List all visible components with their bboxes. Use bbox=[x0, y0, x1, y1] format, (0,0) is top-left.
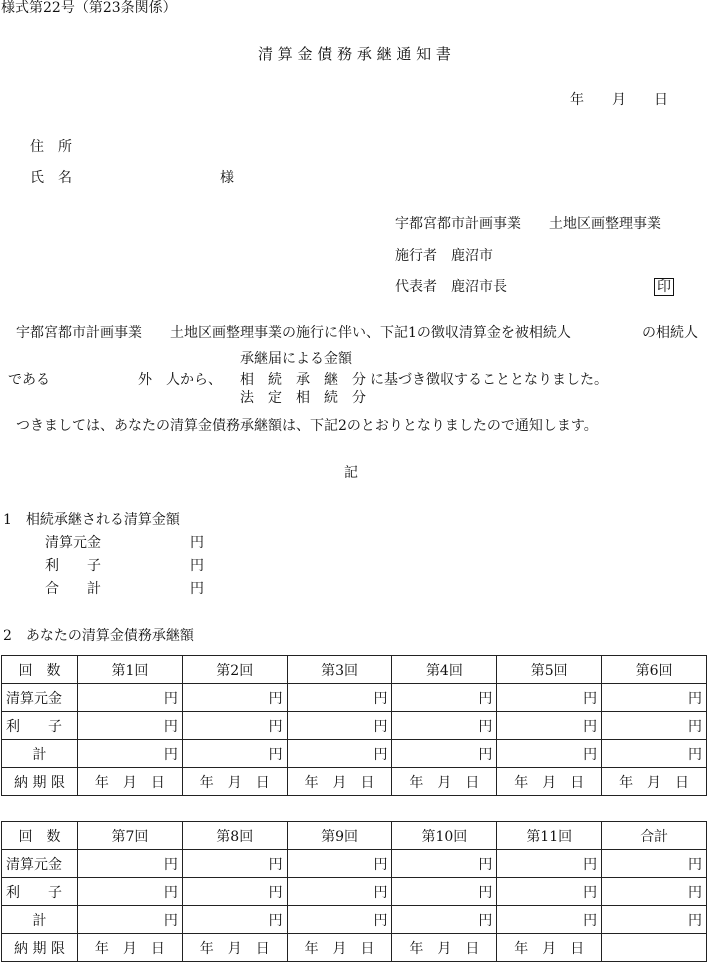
column-header: 第8回 bbox=[182, 822, 287, 850]
table-row bbox=[2, 934, 707, 962]
empty-cell bbox=[602, 934, 707, 962]
section1-total-label: 合 計 bbox=[45, 581, 101, 597]
row-label-count: 回 数 bbox=[2, 656, 78, 684]
amount-cell: 円 bbox=[182, 740, 287, 768]
amount-cell: 円 bbox=[497, 906, 602, 934]
body-line1-right: の相続人 bbox=[642, 325, 698, 341]
table-row bbox=[2, 684, 707, 712]
row-label-total: 計 bbox=[2, 740, 78, 768]
column-header: 第11回 bbox=[497, 822, 602, 850]
table-row bbox=[2, 740, 707, 768]
amount-cell: 円 bbox=[78, 906, 183, 934]
section1-principal-unit: 円 bbox=[190, 535, 204, 551]
date-cell: 年 月 日 bbox=[497, 768, 602, 796]
row-label-deadline: 納 期 限 bbox=[2, 768, 78, 796]
column-header: 第6回 bbox=[602, 656, 707, 684]
section1-principal-label: 清算元金 bbox=[45, 535, 101, 551]
seal-mark: 印 bbox=[654, 278, 674, 296]
name-label: 氏 名 bbox=[30, 170, 72, 186]
table-row bbox=[2, 822, 707, 850]
row-label-count: 回 数 bbox=[2, 822, 78, 850]
section1-interest-unit: 円 bbox=[190, 558, 204, 574]
issuer-project: 宇都宮都市計画事業 土地区画整理事業 bbox=[395, 216, 661, 232]
row-label-total: 計 bbox=[2, 906, 78, 934]
column-header: 第9回 bbox=[287, 822, 392, 850]
column-header: 第1回 bbox=[78, 656, 183, 684]
amount-cell: 円 bbox=[602, 740, 707, 768]
row-label-principal: 清算元金 bbox=[2, 684, 78, 712]
date-cell: 年 月 日 bbox=[78, 934, 183, 962]
amount-cell: 円 bbox=[182, 684, 287, 712]
document-title: 清 算 金 債 務 承 継 通 知 書 bbox=[258, 45, 451, 63]
column-header: 第3回 bbox=[287, 656, 392, 684]
section2-heading: 2 あなたの清算金債務承継額 bbox=[3, 628, 194, 644]
amount-cell: 円 bbox=[287, 712, 392, 740]
date-cell: 年 月 日 bbox=[287, 768, 392, 796]
issuer-representative: 代表者 鹿沼市長 bbox=[395, 279, 507, 295]
amount-cell: 円 bbox=[78, 684, 183, 712]
section1-heading: 1 相続承継される清算金額 bbox=[3, 512, 180, 528]
amount-cell: 円 bbox=[392, 878, 497, 906]
amount-cell: 円 bbox=[392, 712, 497, 740]
column-header: 合計 bbox=[602, 822, 707, 850]
date-cell: 年 月 日 bbox=[497, 934, 602, 962]
body-line2-mid: 外 人から、 bbox=[138, 372, 222, 388]
amount-cell: 円 bbox=[392, 906, 497, 934]
date-cell: 年 月 日 bbox=[78, 768, 183, 796]
amount-cell: 円 bbox=[182, 850, 287, 878]
installment-table-1 bbox=[1, 655, 707, 796]
amount-cell: 円 bbox=[602, 684, 707, 712]
amount-cell: 円 bbox=[392, 850, 497, 878]
option-inheritance-share: 相 続 承 継 分 bbox=[240, 372, 366, 388]
row-label-interest: 利 子 bbox=[2, 712, 78, 740]
amount-cell: 円 bbox=[182, 712, 287, 740]
honorific: 様 bbox=[220, 170, 234, 186]
amount-cell: 円 bbox=[497, 878, 602, 906]
section1-total-unit: 円 bbox=[190, 581, 204, 597]
table-row bbox=[2, 656, 707, 684]
date-cell: 年 月 日 bbox=[602, 768, 707, 796]
column-header: 第4回 bbox=[392, 656, 497, 684]
option-statutory-share: 法 定 相 続 分 bbox=[240, 390, 366, 406]
row-label-principal: 清算元金 bbox=[2, 850, 78, 878]
amount-cell: 円 bbox=[78, 878, 183, 906]
row-label-interest: 利 子 bbox=[2, 878, 78, 906]
amount-cell: 円 bbox=[287, 906, 392, 934]
amount-cell: 円 bbox=[287, 684, 392, 712]
column-header: 第5回 bbox=[497, 656, 602, 684]
date-cell: 年 月 日 bbox=[392, 768, 497, 796]
body-line1-left: 宇都宮都市計画事業 土地区画整理事業の施行に伴い、下記1の徴収清算金を被相続人 bbox=[16, 325, 571, 341]
amount-cell: 円 bbox=[182, 906, 287, 934]
amount-cell: 円 bbox=[497, 712, 602, 740]
amount-cell: 円 bbox=[392, 740, 497, 768]
option-notification-amount: 承継届による金額 bbox=[240, 351, 352, 367]
column-header: 第10回 bbox=[392, 822, 497, 850]
amount-cell: 円 bbox=[287, 740, 392, 768]
ki-marker: 記 bbox=[344, 465, 358, 481]
body-line3: つきましては、あなたの清算金債務承継額は、下記2のとおりとなりましたので通知します。 bbox=[16, 418, 598, 434]
amount-cell: 円 bbox=[287, 878, 392, 906]
amount-cell: 円 bbox=[602, 850, 707, 878]
amount-cell: 円 bbox=[78, 712, 183, 740]
table-row bbox=[2, 906, 707, 934]
amount-cell: 円 bbox=[287, 850, 392, 878]
section1-interest-label: 利 子 bbox=[45, 558, 101, 574]
amount-cell: 円 bbox=[602, 906, 707, 934]
amount-cell: 円 bbox=[497, 684, 602, 712]
row-label-deadline: 納 期 限 bbox=[2, 934, 78, 962]
table-row bbox=[2, 768, 707, 796]
installment-table-2 bbox=[1, 821, 707, 962]
amount-cell: 円 bbox=[602, 712, 707, 740]
column-header: 第7回 bbox=[78, 822, 183, 850]
date-cell: 年 月 日 bbox=[182, 934, 287, 962]
amount-cell: 円 bbox=[497, 850, 602, 878]
amount-cell: 円 bbox=[497, 740, 602, 768]
column-header: 第2回 bbox=[182, 656, 287, 684]
table-row bbox=[2, 712, 707, 740]
body-line2-left: である bbox=[8, 372, 50, 388]
table-row bbox=[2, 878, 707, 906]
amount-cell: 円 bbox=[602, 878, 707, 906]
date-cell: 年 月 日 bbox=[287, 934, 392, 962]
date-cell: 年 月 日 bbox=[182, 768, 287, 796]
amount-cell: 円 bbox=[392, 684, 497, 712]
issuer-executor: 施行者 鹿沼市 bbox=[395, 248, 493, 264]
amount-cell: 円 bbox=[182, 878, 287, 906]
amount-cell: 円 bbox=[78, 740, 183, 768]
date-cell: 年 月 日 bbox=[392, 934, 497, 962]
table-row bbox=[2, 850, 707, 878]
body-line2-end: に基づき徴収することとなりました。 bbox=[370, 372, 608, 388]
form-label: 様式第22号（第23条関係） bbox=[1, 0, 177, 16]
address-label: 住 所 bbox=[30, 139, 72, 155]
date-line: 年 月 日 bbox=[570, 92, 668, 108]
amount-cell: 円 bbox=[78, 850, 183, 878]
